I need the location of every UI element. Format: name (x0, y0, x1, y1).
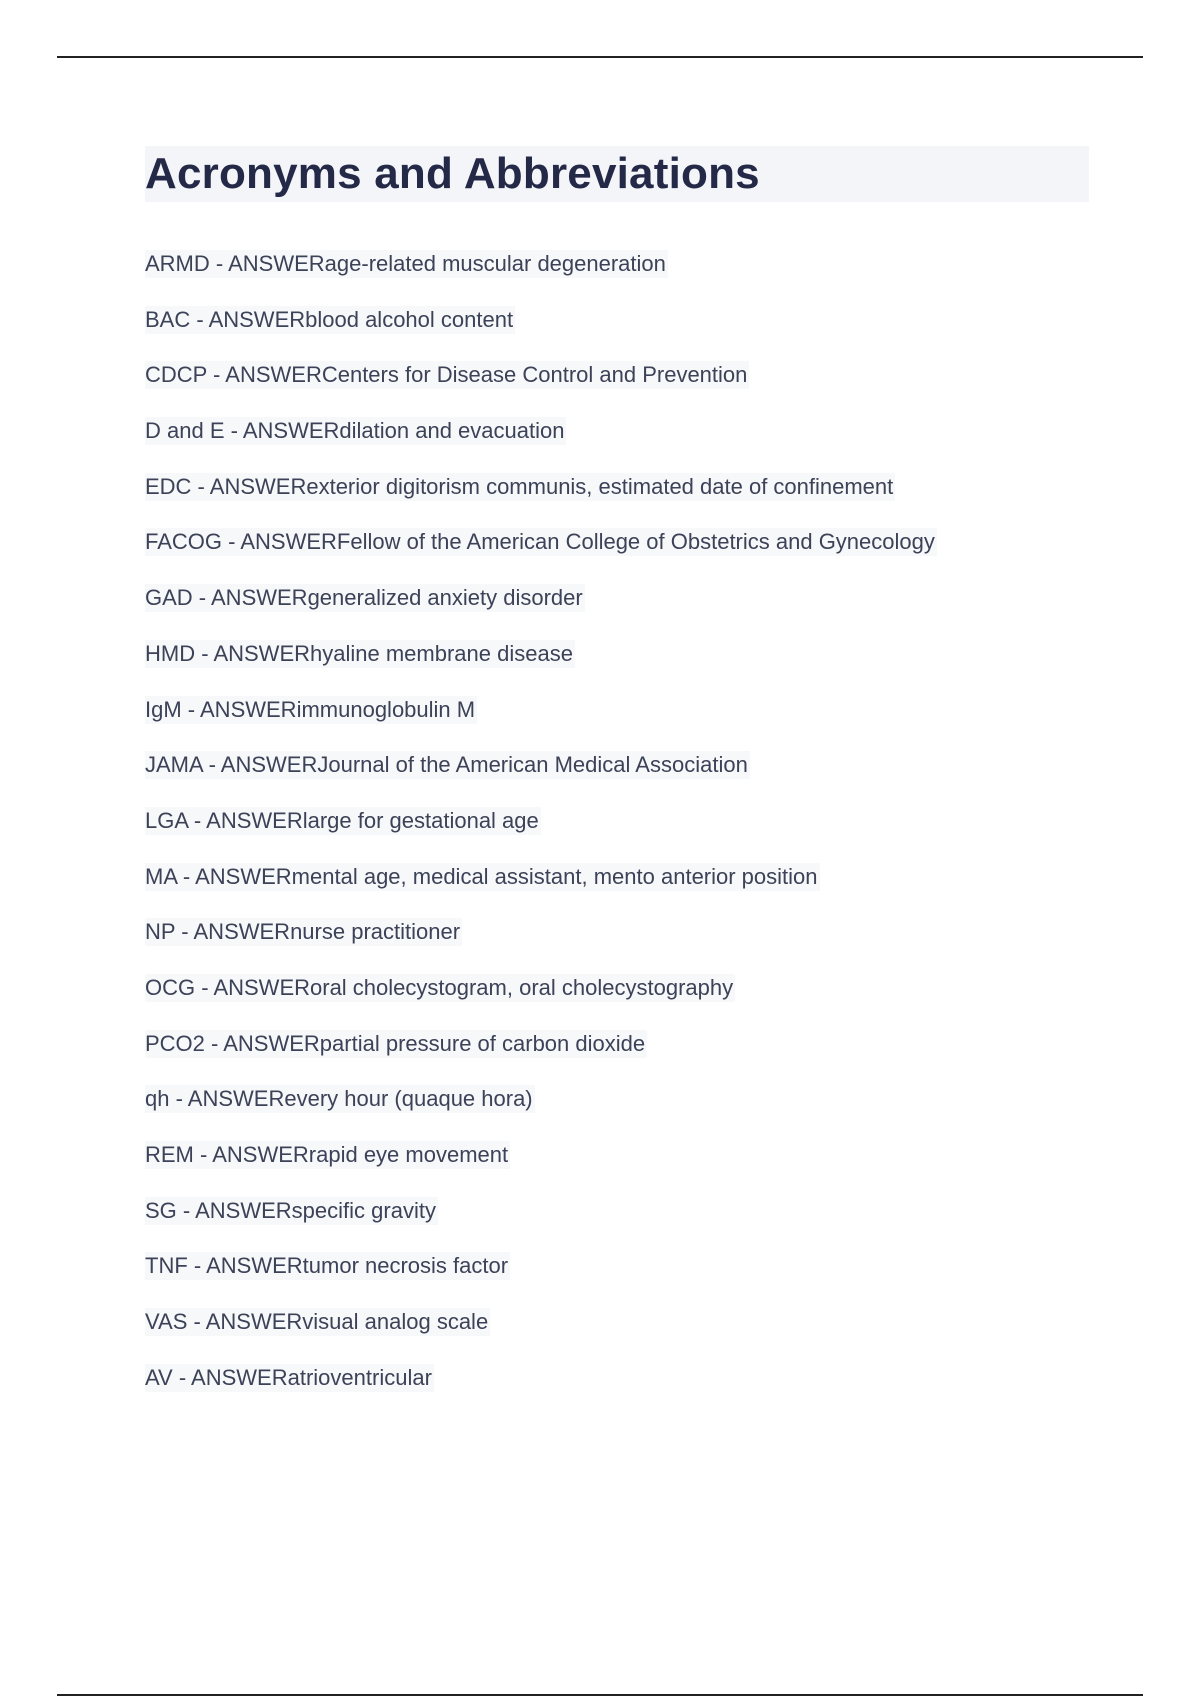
bottom-divider (57, 1694, 1143, 1696)
list-item (145, 306, 937, 362)
list-item (145, 640, 937, 696)
list-item (145, 1308, 937, 1364)
list-item (145, 1030, 937, 1086)
entry-text: AV - ANSWERatrioventricular (145, 1364, 432, 1390)
document-body (145, 146, 1090, 1390)
entry-text: JAMA - ANSWERJournal of the American Medical Association (145, 752, 748, 778)
list-item (145, 1085, 937, 1141)
list-item (145, 417, 937, 473)
entry-text: D and E - ANSWERdilation and evacuation (145, 418, 565, 444)
entry-text: PCO2 - ANSWERpartial pressure of carbon dioxide (145, 1030, 646, 1056)
page-title: Acronyms and Abbreviations (145, 149, 760, 198)
entry-text: FACOG - ANSWERFellow of the American College of Obstetrics and Gynecology (145, 529, 935, 555)
title-highlight (145, 146, 1089, 202)
entry-text: SG - ANSWERspecific gravity (145, 1197, 436, 1223)
list-item (145, 696, 937, 752)
entry-text: qh - ANSWERevery hour (quaque hora) (145, 1086, 533, 1112)
entry-text: VAS - ANSWERvisual analog scale (145, 1309, 489, 1335)
entry-text: BAC - ANSWERblood alcohol content (145, 306, 514, 332)
entry-text: EDC - ANSWERexterior digitorism communis, estimated date of confinement (145, 473, 894, 499)
list-item (145, 974, 937, 1030)
entry-list (145, 250, 937, 1419)
list-item (145, 1197, 937, 1253)
entry-text: HMD - ANSWERhyaline membrane disease (145, 640, 573, 666)
list-item (145, 1252, 937, 1308)
entry-text: OCG - ANSWERoral cholecystogram, oral cholecystography (145, 974, 734, 1000)
list-item (145, 1141, 937, 1197)
top-divider (57, 56, 1143, 58)
list-item (145, 807, 937, 863)
entry-text: CDCP - ANSWERCenters for Disease Control and Prevention (145, 362, 748, 388)
entry-text: MA - ANSWERmental age, medical assistant, mento anterior position (145, 863, 818, 889)
entry-text: NP - ANSWERnurse practitioner (145, 919, 461, 945)
entry-text: LGA - ANSWERlarge for gestational age (145, 807, 539, 833)
list-item (145, 863, 937, 919)
entry-text: IgM - ANSWERimmunoglobulin M (145, 696, 476, 722)
entry-text: ARMD - ANSWERage-related muscular degeneration (145, 251, 666, 276)
entry-text: TNF - ANSWERtumor necrosis factor (145, 1253, 509, 1279)
list-item (145, 250, 937, 306)
list-item (145, 584, 937, 640)
list-item (145, 751, 937, 807)
list-item (145, 1364, 937, 1420)
entry-text: REM - ANSWERrapid eye movement (145, 1142, 509, 1167)
list-item (145, 918, 937, 974)
list-item (145, 528, 937, 584)
list-item (145, 361, 937, 417)
list-item (145, 473, 937, 529)
entry-text: GAD - ANSWERgeneralized anxiety disorder (145, 585, 583, 611)
